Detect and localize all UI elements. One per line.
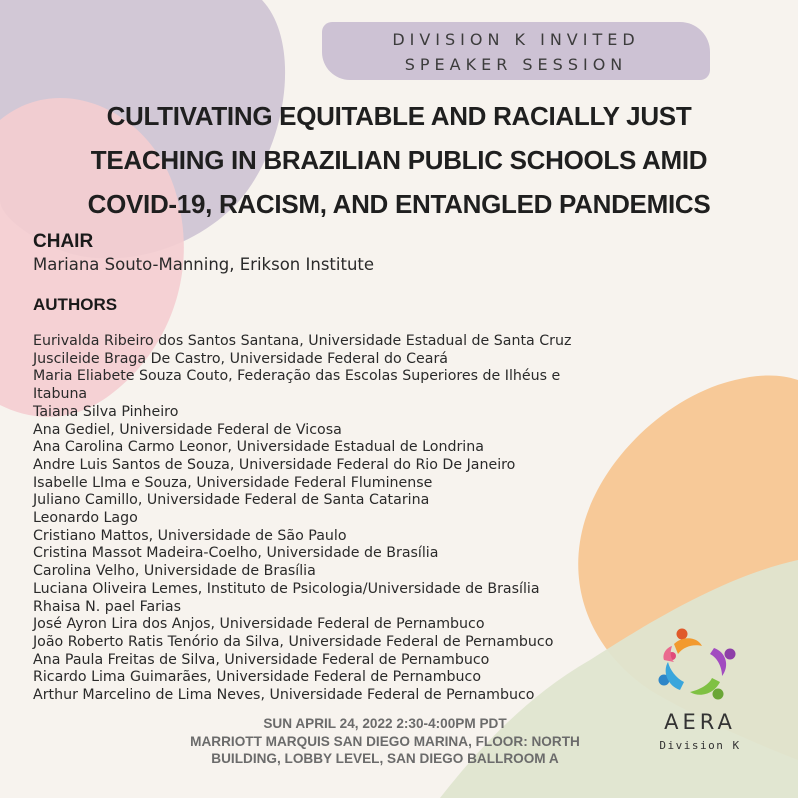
author-item: João Roberto Ratis Tenório da Silva, Universidade Federal de Pernambuco (33, 633, 554, 650)
session-title (60, 94, 738, 226)
author-item: Cristiano Mattos, Universidade de São Paulo (33, 527, 347, 544)
session-location: MARRIOTT MARQUIS SAN DIEGO MARINA, FLOOR: NORTH (190, 733, 580, 749)
author-item: Ana Carolina Carmo Leonor, Universidade Estadual de Londrina (33, 439, 484, 456)
author-item: Leonardo Lago (33, 510, 138, 527)
author-item: Juliano Camillo, Universidade Federal de Santa Catarina (33, 492, 430, 509)
author-item: Eurivalda Ribeiro dos Santos Santana, Universidade Estadual de Santa Cruz (33, 333, 572, 349)
session-location: BUILDING, LOBBY LEVEL, SAN DIEGO BALLROOM A (211, 751, 559, 766)
author-item: Ana Paula Freitas de Silva, Universidade Federal de Pernambuco (33, 651, 490, 668)
aera-logo-text: AERA (664, 710, 736, 734)
banner-line: SPEAKER SESSION (404, 55, 628, 74)
title-line: COVID-19, RACISM, AND ENTANGLED PANDEMICS (87, 189, 711, 219)
authors-heading: AUTHORS (33, 295, 118, 314)
author-item: Itabuna (33, 386, 88, 403)
author-item: Cristina Massot Madeira-Coelho, Universidade de Brasília (33, 545, 439, 562)
author-item: Arthur Marcelino de Lima Neves, Universidade Federal de Pernambuco (33, 687, 535, 704)
aera-people-circle-icon (652, 624, 742, 704)
session-details (150, 715, 620, 768)
chair-name: Mariana Souto-Manning, Erikson Institute (33, 255, 375, 274)
author-item: José Ayron Lira dos Anjos, Universidade Federal de Pernambuco (33, 616, 485, 633)
author-item: Andre Luis Santos de Souza, Universidade Federal do Rio De Janeiro (33, 456, 516, 473)
author-item: Maria Eliabete Souza Couto, Federação das Escolas Superiores de Ilhéus e (33, 368, 561, 385)
author-item: Taiana Silva Pinheiro (33, 403, 179, 420)
author-item: Ana Gediel, Universidade Federal de Vicosa (33, 421, 342, 438)
session-date-time: SUN APRIL 24, 2022 2:30-4:00PM PDT (263, 716, 507, 731)
title-line: CULTIVATING EQUITABLE AND RACIALLY JUST (106, 101, 692, 131)
authors-list (33, 333, 673, 705)
session-banner (322, 27, 710, 77)
author-item: Ricardo Lima Guimarães, Universidade Federal de Pernambuco (33, 669, 482, 686)
division-label: Division K (659, 739, 741, 752)
author-item: Isabelle LIma e Souza, Universidade Federal Fluminense (33, 474, 433, 491)
author-item: Juscileide Braga De Castro, Universidade Federal do Ceará (33, 350, 449, 367)
banner-line: DIVISION K INVITED (392, 30, 640, 49)
chair-heading: CHAIR (33, 231, 94, 252)
author-item: Carolina Velho, Universidade de Brasília (33, 563, 316, 580)
title-line: TEACHING IN BRAZILIAN PUBLIC SCHOOLS AMID (90, 145, 708, 175)
author-item: Rhaisa N. pael Farias (33, 598, 182, 615)
author-item: Luciana Oliveira Lemes, Instituto de Psicologia/Universidade de Brasília (33, 580, 540, 597)
